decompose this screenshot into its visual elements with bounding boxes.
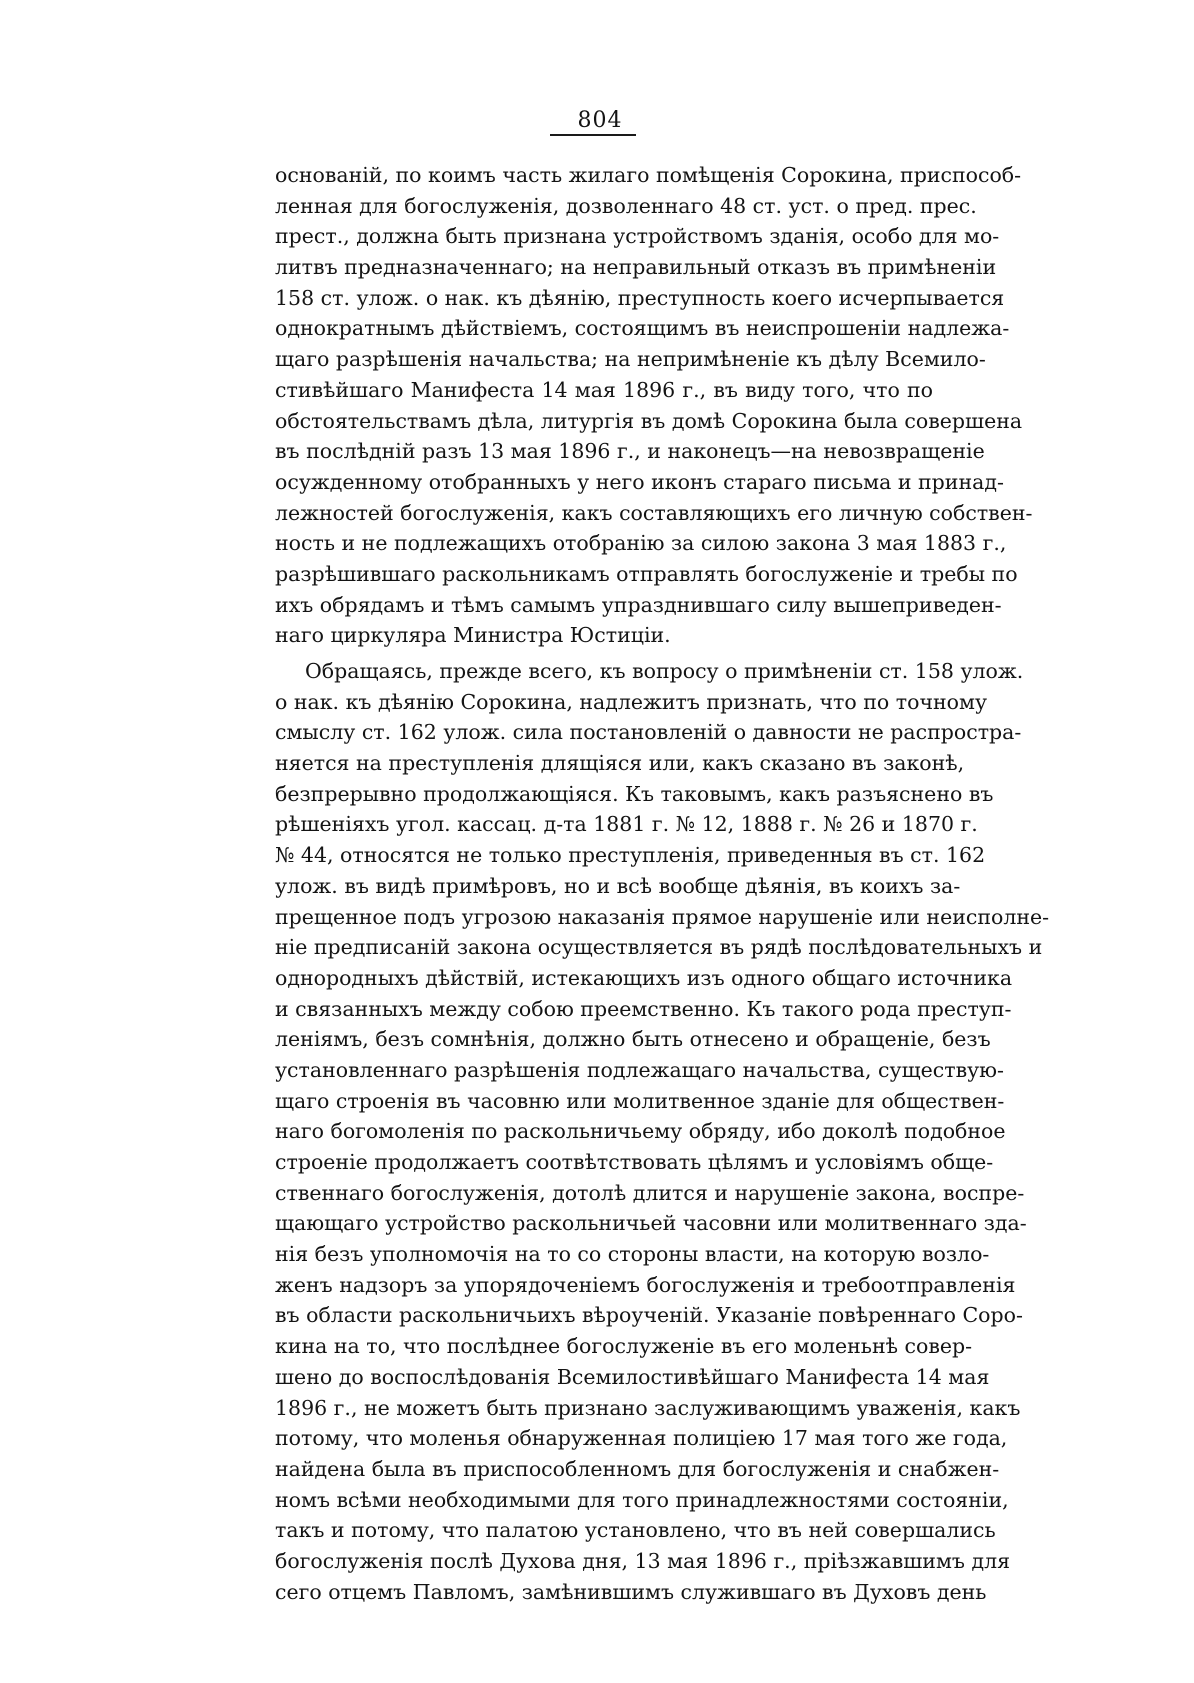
text-line: прест., должна быть признана устройствомъ зданія, особо для мо- [275, 224, 1000, 249]
text-line: стивѣйшаго Манифеста 14 мая 1896 г., въ виду того, что по [275, 377, 933, 402]
text-line: такъ и потому, что палатою установлено, что въ ней совершались [275, 1518, 996, 1543]
text-line: богослуженія послѣ Духова дня, 13 мая 1896 г., пріѣзжавшимъ для [275, 1548, 1011, 1573]
text-line: установленнаго разрѣшенія подлежащаго начальства, существую- [275, 1057, 1004, 1082]
text-line: улож. въ видѣ примѣровъ, но и всѣ вообще дѣянія, въ коихъ за- [275, 873, 961, 898]
text-line: въ области раскольничьихъ вѣроученій. Указаніе повѣреннаго Соро- [275, 1303, 1023, 1328]
text-line: 1896 г., не можетъ быть признано заслуживающимъ уваженія, какъ [275, 1395, 1021, 1420]
text-line: однородныхъ дѣйствій, истекающихъ изъ одного общаго источника [275, 965, 1013, 990]
text-line: найдена была въ приспособленномъ для богослуженія и снабжен- [275, 1456, 1000, 1481]
text-line: няется на преступленія длящіяся или, какъ сказано въ законѣ, [275, 751, 965, 776]
text-line: строеніе продолжаетъ соотвѣтствовать цѣлямъ и условіямъ обще- [275, 1150, 994, 1174]
text-line: сего отцемъ Павломъ, замѣнившимъ служившаго въ Духовъ день [275, 1579, 987, 1604]
text-line: въ послѣдній разъ 13 мая 1896 г., и наконецъ—на невозвращеніе [275, 439, 985, 464]
text-line: литвъ предназначеннаго; на неправильный отказъ въ примѣненіи [275, 255, 997, 280]
text-line: щающаго устройство раскольничьей часовни или молитвеннаго зда- [275, 1211, 1027, 1236]
text-line: щаго разрѣшенія начальства; на непримѣненіе къ дѣлу Всемило- [275, 347, 986, 372]
text-line: рѣшеніяхъ угол. кассац. д-та 1881 г. № 12, 1888 г. № 26 и 1870 г. [275, 812, 978, 837]
text-line: 158 ст. улож. о нак. къ дѣянію, преступность коего исчерпывается [275, 285, 1005, 310]
text-line: о нак. къ дѣянію Сорокина, надлежитъ признать, что по точному [275, 689, 988, 714]
page-number: 804 [577, 108, 623, 133]
text-line: разрѣшившаго раскольникамъ отправлять богослуженіе и требы по [275, 561, 1018, 586]
text-line: смыслу ст. 162 улож. сила постановленій о давности не распростра- [275, 720, 1022, 745]
text-line: однократнымъ дѣйствіемъ, состоящимъ въ неиспрошеніи надлежа- [275, 316, 1010, 341]
text-line: № 44, относятся не только преступленія, приведенныя въ ст. 162 [275, 843, 986, 868]
text-line: ленная для богослуженія, дозволеннаго 48 ст. уст. о пред. прес. [275, 193, 977, 218]
text-line: ніе предписаній закона осуществляется въ рядѣ послѣдовательныхъ и [275, 935, 1043, 960]
text-line: осужденному отобранныхъ у него иконъ стараго письма и принад- [275, 469, 1004, 494]
text-line: ность и не подлежащихъ отобранію за силою закона 3 мая 1883 г., [275, 531, 1007, 556]
text-line: лежностей богослуженія, какъ составляющихъ его личную собствен- [275, 500, 1033, 525]
text-line: наго циркуляра Министра Юстиціи. [275, 623, 671, 648]
text-line: основаній, по коимъ часть жилаго помѣщенія Сорокина, приспособ- [275, 163, 1022, 187]
text-line: Обращаясь, прежде всего, къ вопросу о примѣненіи ст. 158 улож. [305, 659, 1024, 683]
text-line: и связанныхъ между собою преемственно. Къ такого рода преступ- [275, 996, 1012, 1021]
text-line: ственнаго богослуженія, дотолѣ длится и нарушеніе закона, воспре- [275, 1180, 1025, 1205]
text-line: щаго строенія въ часовню или молитвенное зданіе для обществен- [275, 1088, 1005, 1113]
text-line: ихъ обрядамъ и тѣмъ самымъ упразднившаго силу вышеприведен- [275, 592, 1002, 617]
text-line: потому, что моленья обнаруженная полиціею 17 мая того же года, [275, 1426, 1008, 1451]
text-line: безпрерывно продолжающіяся. Къ таковымъ, какъ разъяснено въ [275, 781, 994, 806]
text-line: наго богомоленія по раскольничьему обряду, ибо доколѣ подобное [275, 1119, 1006, 1144]
text-line: кина на то, что послѣднее богослуженіе въ его моленьнѣ совер- [275, 1334, 973, 1359]
paragraph-1 [275, 160, 1033, 651]
text-line: леніямъ, безъ сомнѣнія, должно быть отнесено и обращеніе, безъ [275, 1027, 991, 1052]
paragraph-2 [275, 656, 1050, 1607]
text-line: номъ всѣми необходимыми для того принадлежностями состояніи, [275, 1487, 1009, 1512]
text-line: прещенное подъ угрозою наказанія прямое нарушеніе или неисполне- [275, 904, 1050, 929]
text-line: обстоятельствамъ дѣла, литургія въ домѣ Сорокина была совершена [275, 408, 1023, 433]
text-line: нія безъ уполномочія на то со стороны власти, на которую возло- [275, 1242, 990, 1267]
main-text [275, 160, 1050, 1607]
text-line: шено до воспослѣдованія Всемилостивѣйшаго Манифеста 14 мая [275, 1364, 990, 1389]
text-line: женъ надзоръ за упорядоченіемъ богослуженія и требоотправленія [275, 1272, 1016, 1297]
page-number-rule [550, 134, 636, 136]
